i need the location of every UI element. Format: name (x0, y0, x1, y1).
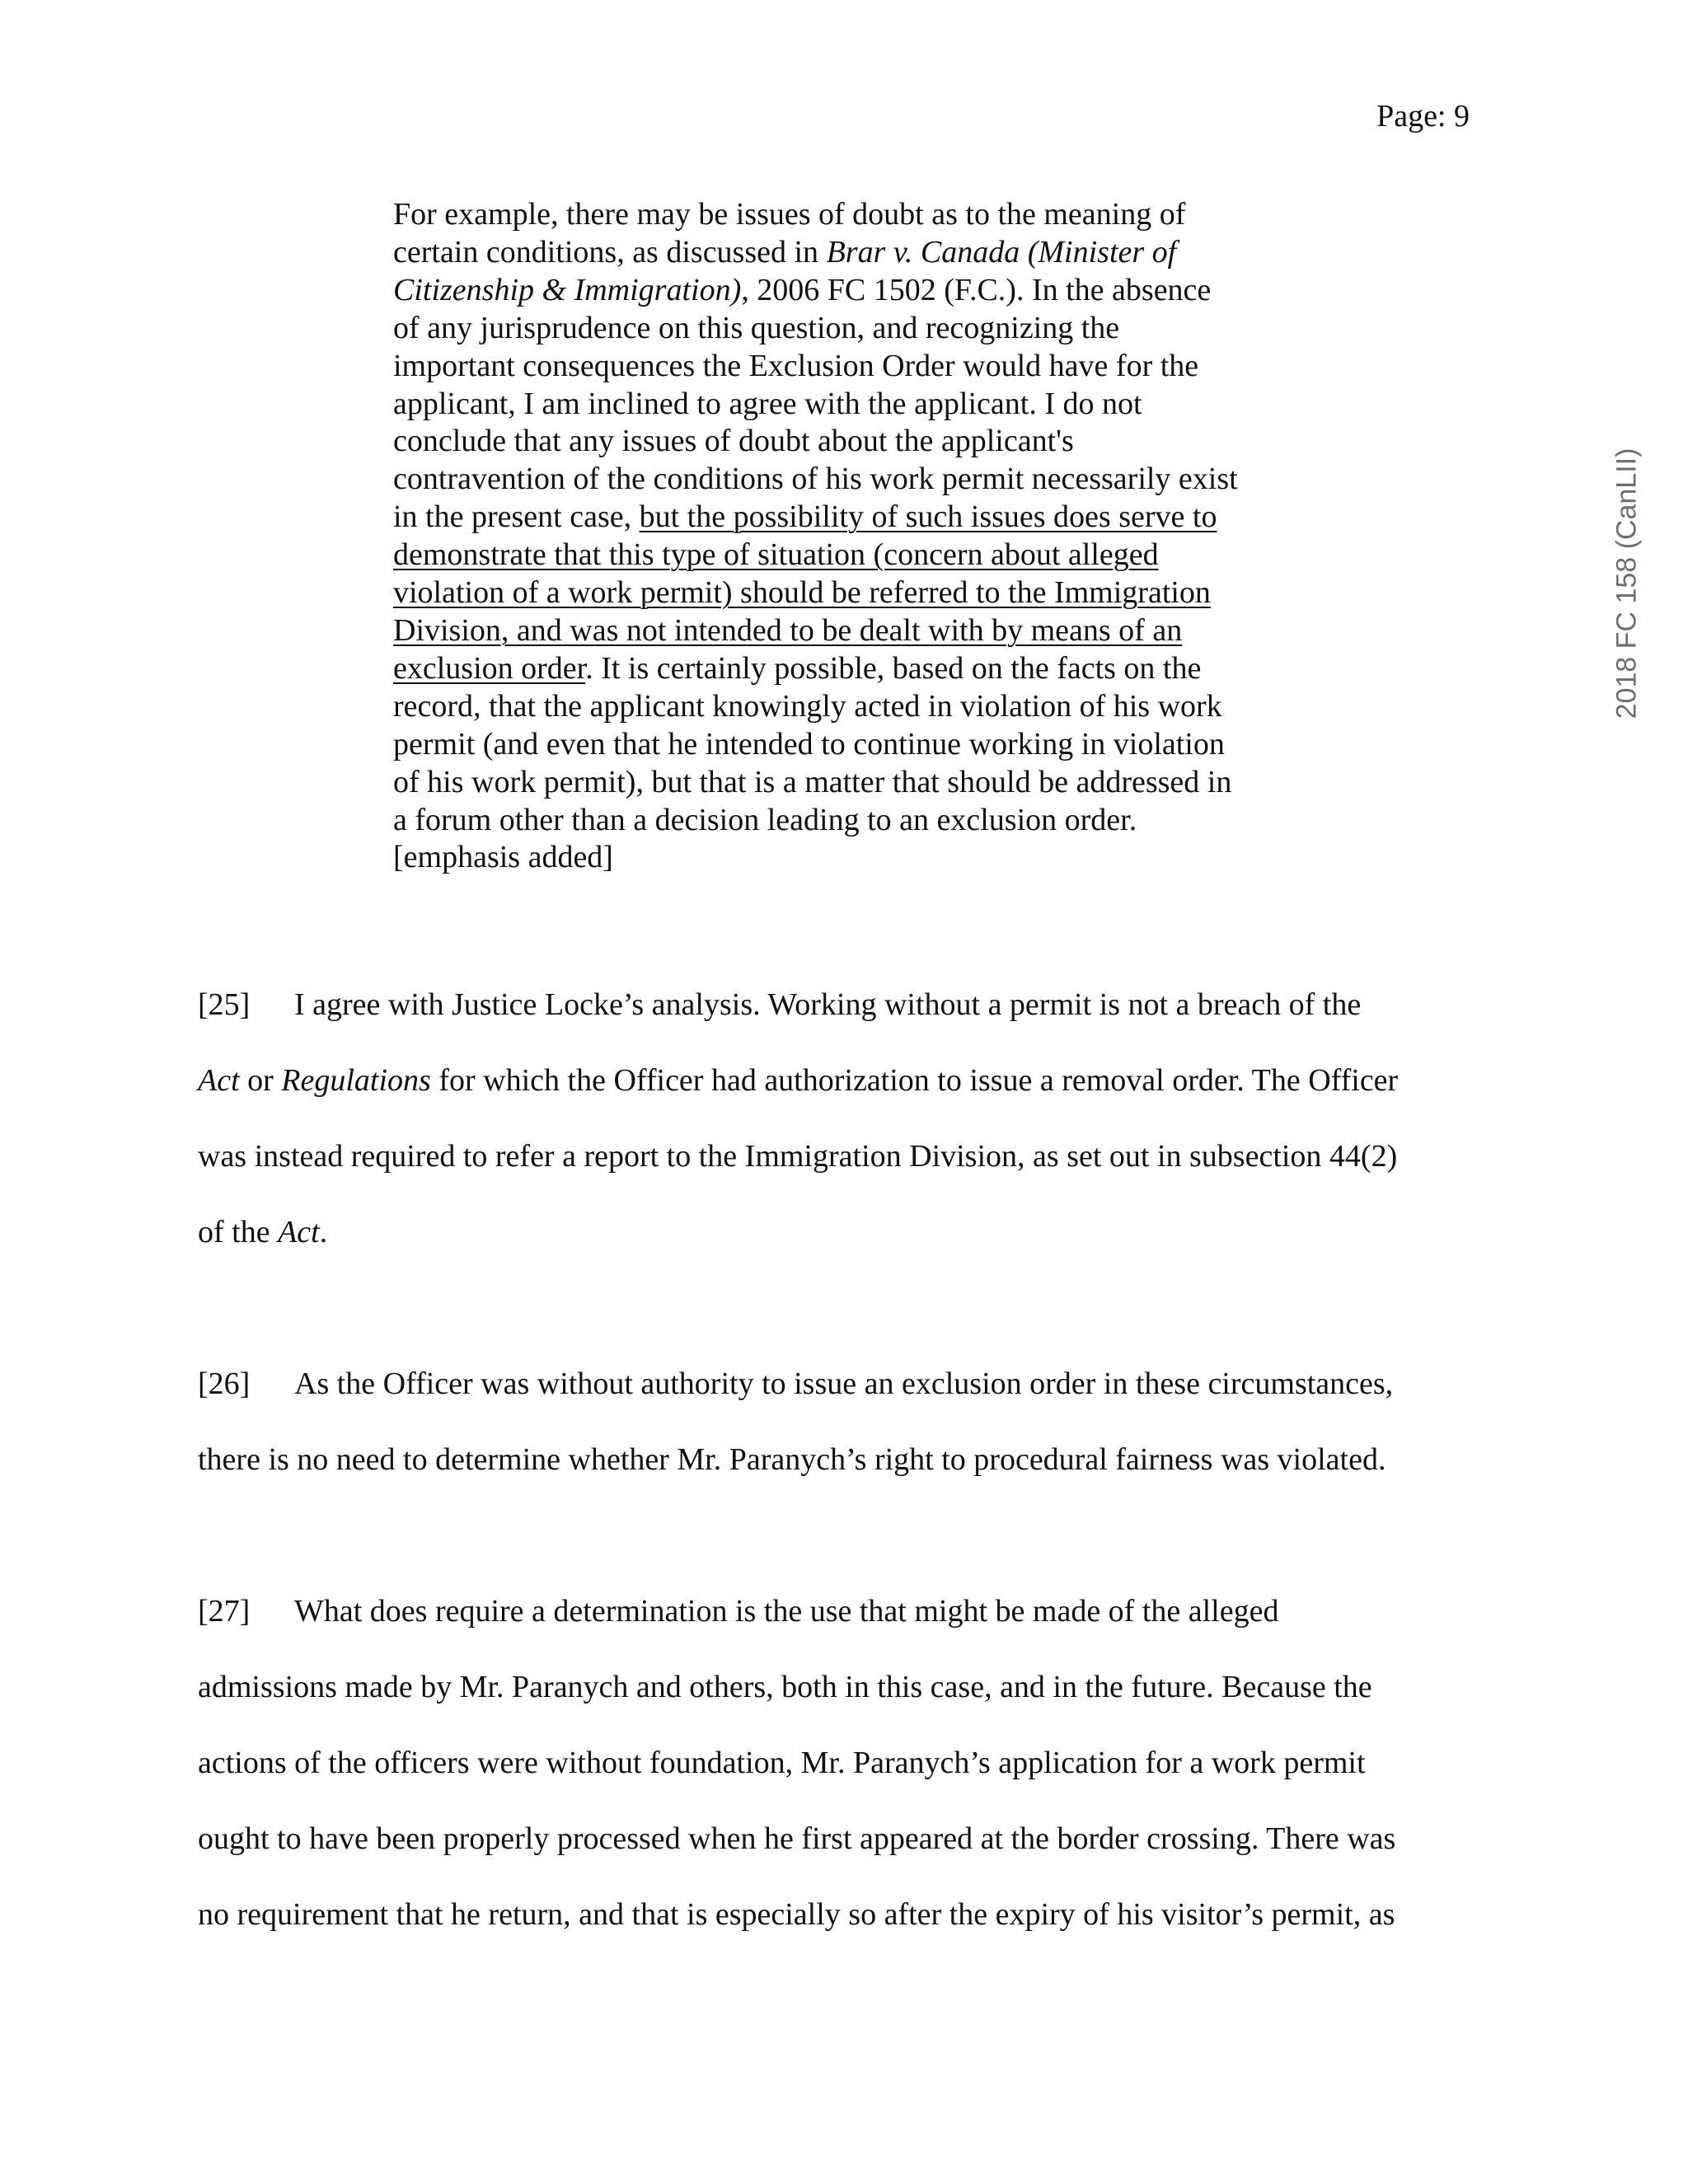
quote-line: exclusion order. It is certainly possible, based on the facts on the (393, 650, 1202, 686)
quote-line: applicant, I am inclined to agree with the applicant. I do not (393, 386, 1142, 421)
paragraph-line: there is no need to determine whether Mr. Paranych’s right to procedural fairness was violated. (198, 1442, 1386, 1477)
paragraph-number: [25] (198, 987, 251, 1022)
paragraph-25 (198, 986, 1484, 1251)
paragraph-27 (198, 1592, 1484, 1933)
emphasis-underline: demonstrate that this type of situation (concern about alleged (393, 537, 1159, 573)
paragraph-line: Act or Regulations for which the Officer had authorization to issue a removal order. The Officer (198, 1063, 1399, 1098)
emphasis-underline: violation of a work permit) should be referred to the Immigration (393, 575, 1211, 611)
quote-line: certain conditions, as discussed in Brar v. Canada (Minister of (393, 234, 1177, 269)
quote-line: record, that the applicant knowingly acted in violation of his work (393, 688, 1222, 724)
paragraph-line: [27] What does require a determination is the use that might be made of the alleged (198, 1594, 1279, 1629)
emphasis-underline: exclusion order (393, 650, 586, 686)
paragraph-line: [26] As the Officer was without authority to issue an exclusion order in these circumstances, (198, 1366, 1394, 1401)
quote-line: permit (and even that he intended to continue working in violation (393, 726, 1225, 762)
quote-line (393, 612, 1325, 650)
quote-line: important consequences the Exclusion Order would have for the (393, 348, 1199, 383)
quote-line: For example, there may be issues of doubt as to the meaning of (393, 197, 1186, 232)
paragraph-number: [27] (198, 1594, 251, 1629)
paragraph-26 (198, 1365, 1484, 1479)
quote-line (393, 574, 1325, 612)
paragraph-line: actions of the officers were without foundation, Mr. Paranych’s application for a work permit (198, 1746, 1366, 1780)
quote-line: of his work permit), but that is a matter that should be addressed in (393, 764, 1232, 799)
emphasis-underline: Division, and was not intended to be dealt with by means of an (393, 612, 1183, 648)
case-name-italic: Citizenship & Immigration) (393, 272, 742, 307)
quote-line: a forum other than a decision leading to an exclusion order. (393, 802, 1137, 837)
paragraph-number: [26] (198, 1366, 251, 1401)
emphasis-underline: but the possibility of such issues does serve to (639, 499, 1217, 535)
paragraph-line: of the Act. (198, 1215, 328, 1249)
case-name-italic: Brar v. Canada (Minister of (826, 234, 1177, 269)
page-number: Page: 9 (1376, 99, 1470, 134)
quote-line: contravention of the conditions of his work permit necessarily exist (393, 462, 1238, 497)
quote-line: conclude that any issues of doubt about the applicant's (393, 424, 1074, 459)
paragraph-line: was instead required to refer a report to the Immigration Division, as set out in subsection 44(2) (198, 1139, 1398, 1174)
quote-line: [emphasis added] (393, 840, 613, 875)
paragraph-line: ought to have been properly processed when he first appeared at the border crossing. There was (198, 1821, 1396, 1856)
quote-line: Citizenship & Immigration), 2006 FC 1502 (F.C.). In the absence (393, 272, 1212, 307)
side-citation: 2018 FC 158 (CanLII) (1611, 448, 1643, 719)
quote-line: of any jurisprudence on this question, and recognizing the (393, 310, 1120, 345)
quote-line: in the present case, but the possibility of such issues does serve to (393, 499, 1217, 535)
block-quote (393, 196, 1325, 877)
paragraph-line: [25] I agree with Justice Locke’s analysis. Working without a permit is not a breach of the (198, 987, 1362, 1022)
paragraph-line: admissions made by Mr. Paranych and others, both in this case, and in the future. Because the (198, 1670, 1372, 1704)
paragraph-line: no requirement that he return, and that is especially so after the expiry of his visitor’s permit, as (198, 1897, 1395, 1932)
quote-line (393, 537, 1325, 574)
